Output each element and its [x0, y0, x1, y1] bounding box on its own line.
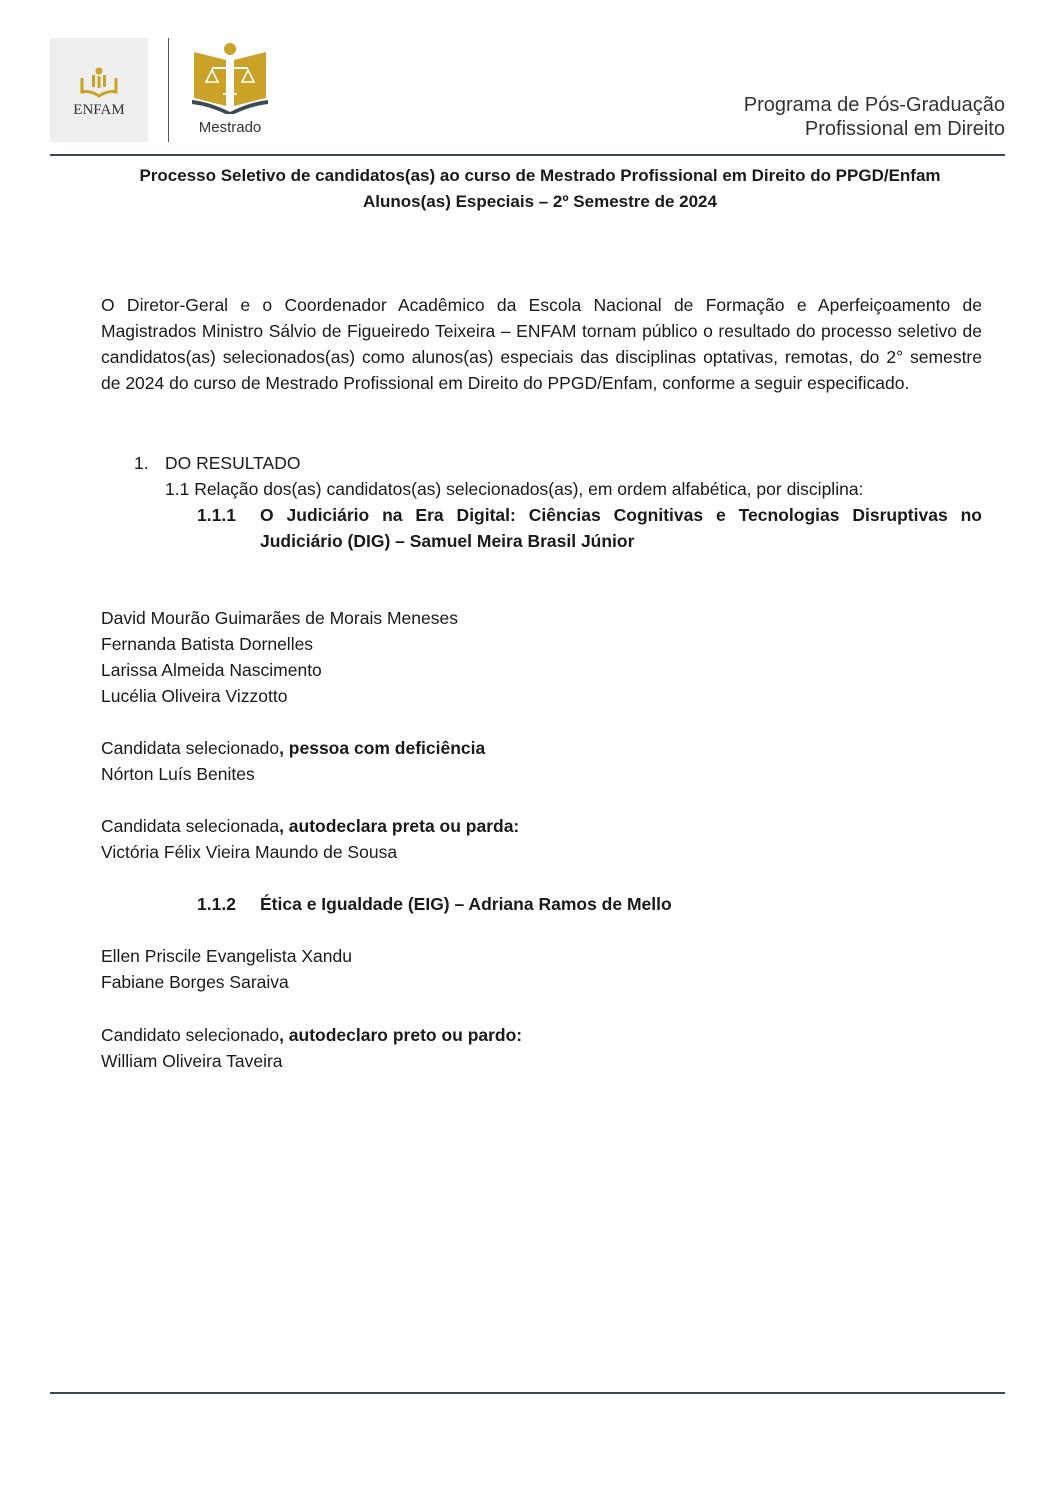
footer-rule [50, 1392, 1005, 1394]
discipline-2-number: 1.1.2 [197, 894, 236, 914]
program-name [744, 93, 1005, 141]
enfam-book-icon [80, 66, 118, 100]
discipline-1-title: O Judiciário na Era Digital: Ciências Cognitivas e Tecnologias Disruptivas no Judiciário (DIG) – Samuel Meira Brasil Júnior [260, 505, 982, 551]
list-item: Lucélia Oliveira Vizzotto [101, 686, 288, 706]
discipline-1-pcd-name: Nórton Luís Benites [101, 764, 255, 784]
discipline-1-pcd-label [101, 735, 982, 761]
list-item: David Mourão Guimarães de Morais Meneses [101, 608, 458, 628]
discipline-2-ppp-name: William Oliveira Taveira [101, 1051, 283, 1071]
ppp-label-text: Candidato selecionado [101, 1025, 280, 1045]
mestrado-logo [190, 42, 270, 136]
discipline-2-name-list [101, 943, 982, 995]
discipline-2-ppp-label [101, 1022, 982, 1048]
title-line-1: Processo Seletivo de candidatos(as) ao curso de Mestrado Profissional em Direito do PPGD/Enfam [139, 166, 941, 185]
list-item: Ellen Priscile Evangelista Xandu [101, 946, 352, 966]
discipline-2-title: Ética e Igualdade (EIG) – Adriana Ramos de Mello [260, 894, 672, 914]
ppp-label-bold: , autodeclara preta ou parda: [279, 816, 520, 836]
ppp-label-bold: , autodeclaro preto ou pardo: [279, 1025, 523, 1045]
discipline-1-ppp-name: Victória Félix Vieira Maundo de Sousa [101, 842, 398, 862]
discipline-1-ppp-label [101, 813, 982, 839]
mestrado-logo-text: Mestrado [198, 119, 262, 136]
program-line-1: Programa de Pós-Graduação [743, 94, 1005, 116]
discipline-1-name-list [101, 605, 982, 709]
list-item: Larissa Almeida Nascimento [101, 660, 322, 680]
intro-paragraph: O Diretor-Geral e o Coordenador Acadêmico da Escola Nacional de Formação e Aperfeiçoamento de Magistrados Ministro Sálvio de Figueiredo Teixeira – ENFAM tornam público o resultado do processo seletivo de candidatos(as) selecionados(as) como alunos(as) especiais das disciplinas optativas, remotas, do 2° semestre de 2024 do curso de Mestrado Profissional em Direito do PPGD/Enfam, conforme a seguir especificado. [101, 295, 982, 393]
enfam-logo-text: ENFAM [73, 102, 125, 118]
section-number: 1. [134, 453, 149, 473]
subsection-1-1: 1.1 Relação dos(as) candidatos(as) selecionados(as), em ordem alfabética, por disciplina: [165, 479, 864, 499]
discipline-1-number: 1.1.1 [197, 505, 236, 525]
header-divider [168, 38, 169, 142]
document-title [50, 163, 1030, 215]
program-line-2: Profissional em Direito [804, 118, 1005, 140]
pcd-label-bold: , pessoa com deficiência [279, 738, 486, 758]
list-item: Fabiane Borges Saraiva [101, 972, 289, 992]
scales-of-justice-book-icon [190, 42, 270, 114]
ppp-label-text: Candidata selecionada [101, 816, 280, 836]
title-line-2: Alunos(as) Especiais – 2º Semestre de 2024 [363, 192, 717, 211]
pcd-label-text: Candidata selecionado [101, 738, 280, 758]
list-item: Fernanda Batista Dornelles [101, 634, 314, 654]
section-heading: DO RESULTADO [165, 453, 301, 473]
enfam-logo [50, 38, 148, 142]
header-rule [50, 154, 1005, 156]
